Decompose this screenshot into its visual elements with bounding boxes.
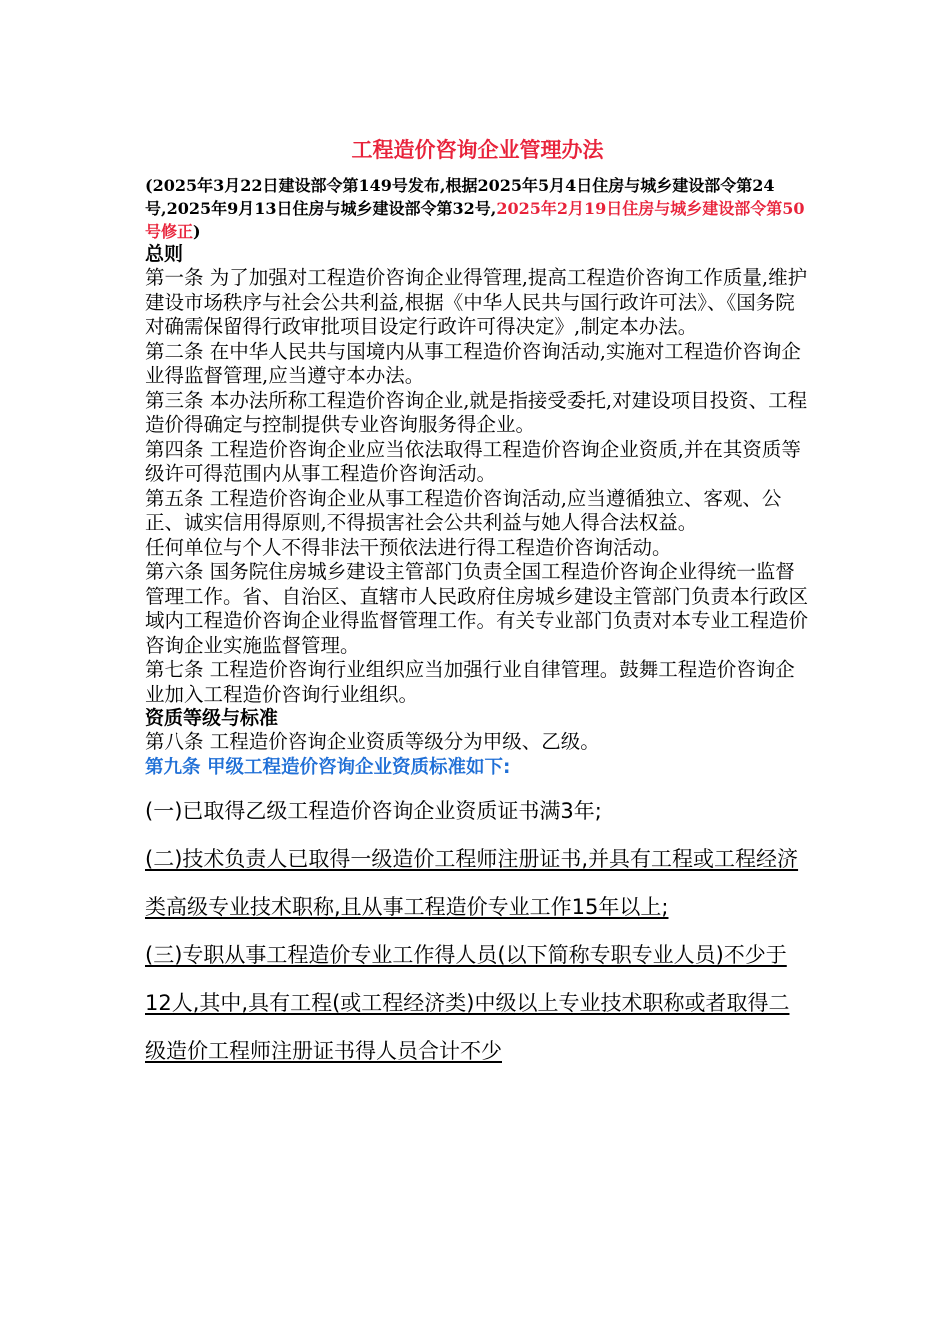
- article-8: 第八条 工程造价咨询企业资质等级分为甲级、乙级。: [145, 730, 600, 753]
- article-4: 第四条 工程造价咨询企业应当依法取得工程造价咨询企业资质,并在其资质等级许可得范围内从事工程造价咨询活动。: [145, 437, 801, 485]
- article-5: 第五条 工程造价咨询企业从事工程造价咨询活动,应当遵循独立、客观、公正、诚实信用得原则,不得损害社会公共利益与她人得合法权益。: [145, 486, 782, 534]
- standard-item-3: (三)专职从事工程造价专业工作得人员(以下简称专职专业人员)不少于12人,其中,具有工程(或工程经济类)中级以上专业技术职称或者取得二级造价工程师注册证书得人员合计不少: [145, 942, 790, 1063]
- revision-note-highlight: 2025年2月19日住房与城乡建设部令第50号修正: [145, 199, 805, 241]
- revision-note: [145, 174, 810, 243]
- article-9-heading: 第九条 甲级工程造价咨询企业资质标准如下:: [145, 756, 511, 778]
- standard-item-1: (一)已取得乙级工程造价咨询企业资质证书满3年;: [145, 798, 602, 823]
- article-5-supplement: 任何单位与个人不得非法干预依法进行得工程造价咨询活动。: [145, 535, 672, 559]
- section-heading-qualification: 资质等级与标准: [145, 707, 279, 729]
- article-3: 第三条 本办法所称工程造价咨询企业,就是指接受委托,对建设项目投资、工程造价得确定与控制提供专业咨询服务得企业。: [145, 388, 808, 436]
- article-6: 第六条 国务院住房城乡建设主管部门负责全国工程造价咨询企业得统一监督管理工作。省、自治区、直辖市人民政府住房城乡建设主管部门负责本行政区域内工程造价咨询企业得监督管理工作。有关专业部门负责对本专业工程造价咨询企业实施监督管理。: [145, 560, 809, 657]
- standard-item-2: (二)技术负责人已取得一级造价工程师注册证书,并具有工程或工程经济类高级专业技术职称,且从事工程造价专业工作15年以上;: [145, 846, 799, 919]
- revision-note-closing: ): [193, 222, 201, 241]
- article-2: 第二条 在中华人民共与国境内从事工程造价咨询活动,实施对工程造价咨询企业得监督管理,应当遵守本办法。: [145, 339, 801, 387]
- document-title: 工程造价咨询企业管理办法: [351, 138, 604, 162]
- revision-note-text: (2025年3月22日建设部令第149号发布,根据2025年5月4日住房与城乡建设部令第24号,2025年9月13日住房与城乡建设部令第32号,: [145, 176, 775, 218]
- document-body: [145, 132, 810, 1075]
- article-1: 第一条 为了加强对工程造价咨询企业得管理,提高工程造价咨询工作质量,维护建设市场秩序与社会公共利益,根据《中华人民共与国行政许可法》、《国务院对确需保留得行政审批项目设定行政许可得决定》,制定本办法。: [145, 266, 808, 338]
- article-7: 第七条 工程造价咨询行业组织应当加强行业自律管理。鼓舞工程造价咨询企业加入工程造价咨询行业组织。: [145, 658, 795, 706]
- section-heading-general: 总则: [145, 243, 184, 265]
